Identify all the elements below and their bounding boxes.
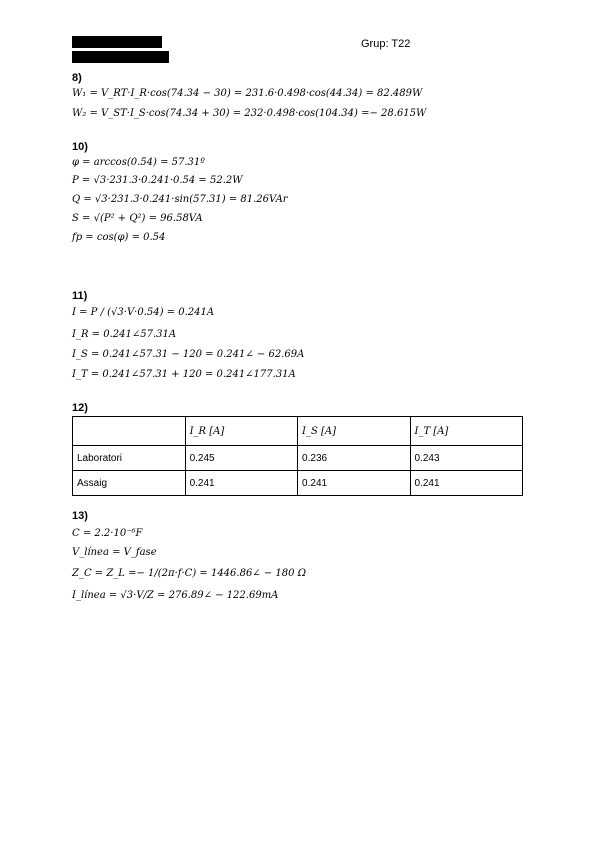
equation-phi: φ = arccos(0.54) = 57.31º bbox=[72, 157, 205, 168]
table-cell: Assaig bbox=[73, 471, 186, 496]
equation-fp: fp = cos(φ) = 0.54 bbox=[72, 232, 166, 243]
table-cell: 0.245 bbox=[185, 446, 297, 471]
table-row bbox=[73, 471, 523, 496]
equation-z: Z_C = Z_L =− 1/(2π·f·C) = 1446.86∠ − 180 Ω bbox=[72, 568, 306, 579]
equation-il: I_línea = √3·V/Z = 276.89∠ − 122.69mA bbox=[72, 590, 279, 601]
equation-w1: W₁ = V_RT·I_R·cos(74.34 − 30) = 231.6·0.498·cos(44.34) = 82.489W bbox=[72, 88, 423, 99]
table-cell: 0.241 bbox=[410, 471, 523, 496]
equation-p: P = √3·231.3·0.241·0.54 = 52.2W bbox=[72, 175, 243, 186]
equation-q: Q = √3·231.3·0.241·sin(57.31) = 81.26VAr bbox=[72, 194, 288, 205]
section-13-title: 13) bbox=[72, 510, 88, 522]
redacted-name-1 bbox=[72, 36, 162, 48]
equation-it: I_T = 0.241∠57.31 + 120 = 0.241∠177.31A bbox=[72, 369, 296, 380]
equation-v: V_línea = V_fase bbox=[72, 547, 157, 558]
section-12-title: 12) bbox=[72, 402, 88, 414]
equation-s: S = √(P² + Q²) = 96.58VA bbox=[72, 213, 203, 224]
table-header-cell: I_T [A] bbox=[410, 417, 523, 446]
table-cell: 0.241 bbox=[185, 471, 297, 496]
section-11-title: 11) bbox=[72, 290, 88, 302]
table-header-cell bbox=[73, 417, 186, 446]
table-header-cell: I_R [A] bbox=[185, 417, 297, 446]
table-header-row bbox=[73, 417, 523, 446]
section-10-title: 10) bbox=[72, 141, 88, 153]
equation-i: I = P / (√3·V·0.54) = 0.241A bbox=[72, 307, 215, 318]
equation-w2: W₂ = V_ST·I_S·cos(74.34 + 30) = 232·0.498·cos(104.34) =− 28.615W bbox=[72, 108, 427, 119]
table-cell: Laboratori bbox=[73, 446, 186, 471]
group-label: Grup: T22 bbox=[361, 38, 411, 50]
table-row bbox=[73, 446, 523, 471]
equation-ir: I_R = 0.241∠57.31A bbox=[72, 329, 177, 340]
table-header-cell: I_S [A] bbox=[298, 417, 410, 446]
table-cell: 0.236 bbox=[298, 446, 410, 471]
table-cell: 0.243 bbox=[410, 446, 523, 471]
section-8-title: 8) bbox=[72, 72, 82, 84]
current-table bbox=[72, 416, 523, 496]
equation-c: C = 2.2·10⁻⁶F bbox=[72, 528, 143, 539]
equation-is: I_S = 0.241∠57.31 − 120 = 0.241∠ − 62.69A bbox=[72, 349, 305, 360]
table-cell: 0.241 bbox=[298, 471, 410, 496]
redacted-name-2 bbox=[72, 51, 169, 63]
